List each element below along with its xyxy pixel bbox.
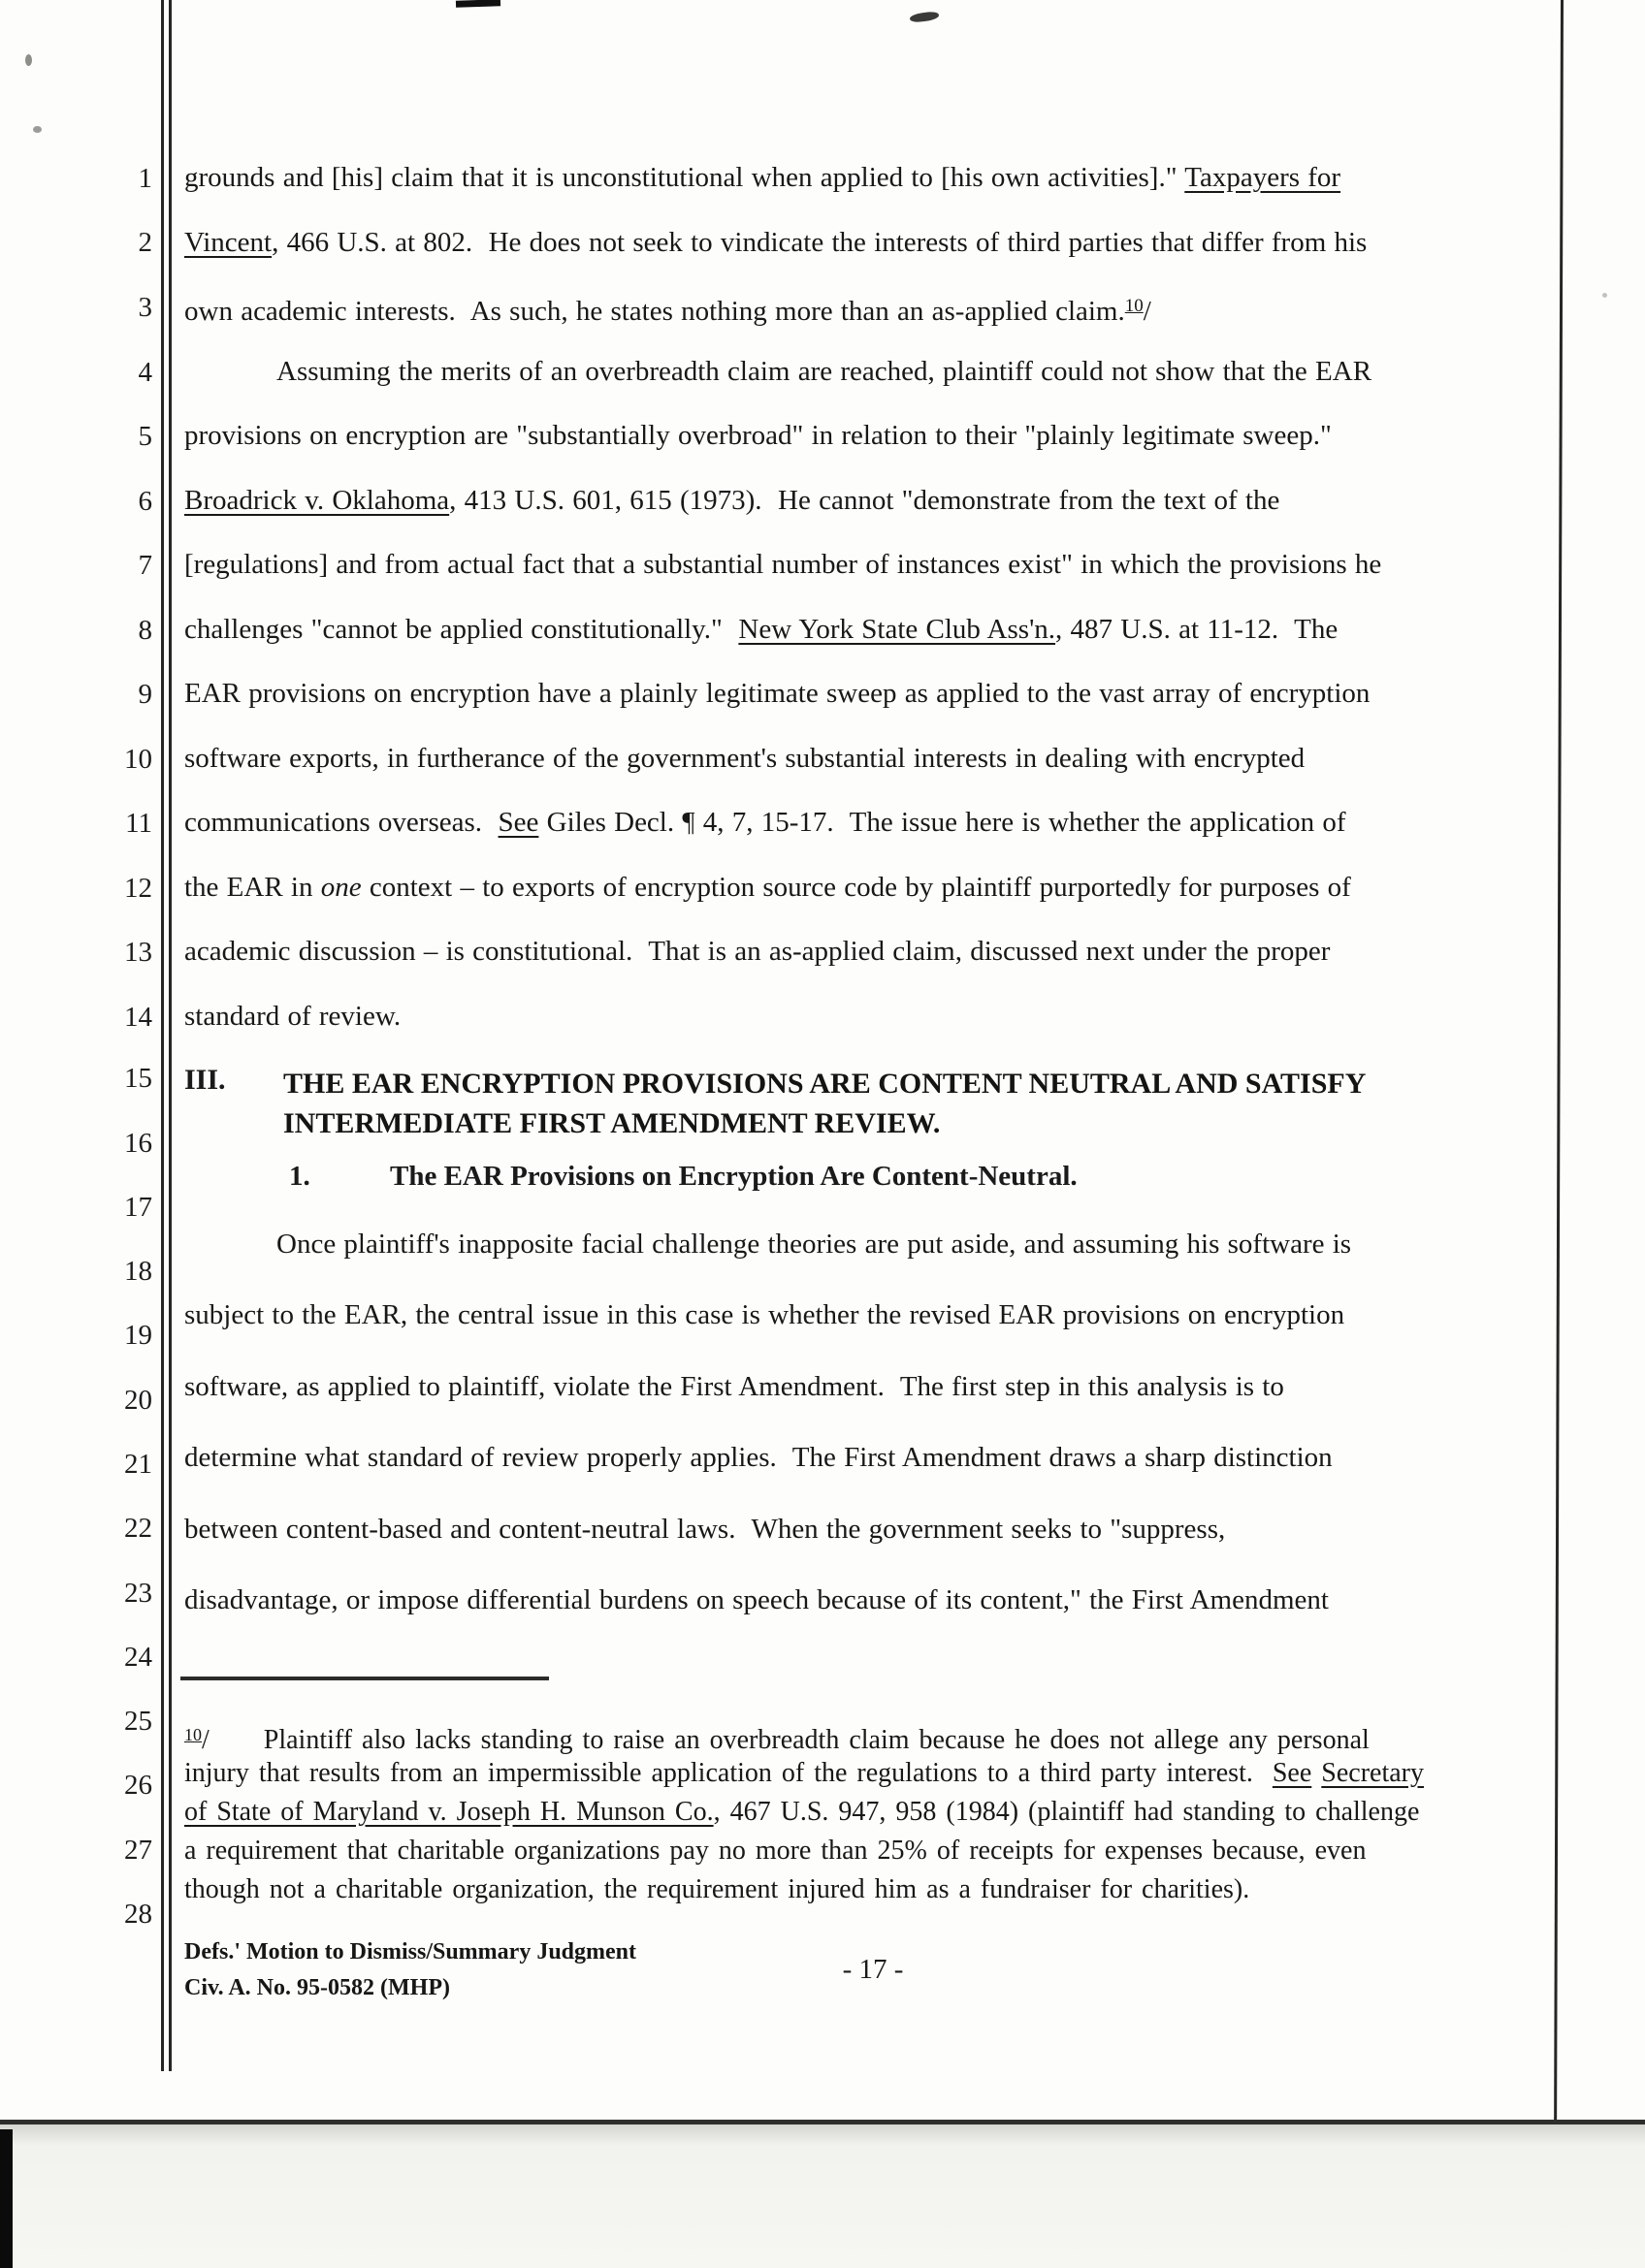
line-number: 27: [124, 1835, 152, 1866]
line-number: 2: [138, 227, 152, 258]
line-number: 6: [138, 486, 152, 517]
line-number: 17: [124, 1192, 152, 1223]
line-number: 19: [124, 1320, 152, 1351]
section-number: III.: [184, 1064, 226, 1096]
text-line: own academic interests. As such, he states nothing more than an as-applied claim.$^{10}$/: [184, 296, 1151, 327]
footnote-line: of State of Maryland v. Joseph H. Munson Co., 467 U.S. 947, 958 (1984) (plaintiff had standing to challenge: [184, 1797, 1420, 1827]
line-number: 22: [124, 1513, 152, 1544]
line-number: 20: [124, 1385, 152, 1416]
text-line: software, as applied to plaintiff, violate the First Amendment. The first step in this analysis is to: [184, 1371, 1284, 1402]
text-line: EAR provisions on encryption have a plainly legitimate sweep as applied to the vast array of encryption: [184, 678, 1371, 709]
text-line: academic discussion – is constitutional. That is an as-applied claim, discussed next under the proper: [184, 936, 1331, 967]
footnote-marker: 10: [184, 1725, 202, 1744]
line-number: 18: [124, 1256, 152, 1287]
footnote-line: a requirement that charitable organizations pay no more than 25% of receipts for expenses because, even: [184, 1836, 1367, 1866]
text-line: subject to the EAR, the central issue in this case is whether the revised EAR provisions on encryption: [184, 1299, 1345, 1330]
scan-artifact: [0, 2129, 13, 2268]
text-line: Vincent, 466 U.S. at 802. He does not seek to vindicate the interests of third parties that differ from his: [184, 227, 1368, 258]
footer-case-number: Civ. A. No. 95-0582 (MHP): [184, 1975, 450, 2000]
line-number: 13: [124, 937, 152, 968]
line-number: 14: [124, 1002, 152, 1033]
line-number: 15: [124, 1063, 152, 1094]
pleading-rule-left-outer: [161, 0, 164, 2071]
line-number: 8: [138, 615, 152, 646]
scan-artifact: [33, 126, 42, 133]
line-number: 11: [125, 808, 152, 839]
line-number: 24: [124, 1642, 152, 1673]
scan-artifact: [456, 0, 500, 8]
footnote-line: $^{10}$/ Plaintiff also lacks standing to raise an overbreadth claim because he does not allege any personal: [184, 1725, 1370, 1755]
scan-artifact: [1602, 293, 1607, 298]
line-number: 26: [124, 1770, 152, 1801]
scan-artifact: [25, 54, 32, 66]
line-number: 16: [124, 1128, 152, 1159]
scan-artifact: [910, 11, 940, 23]
text-line: between content-based and content-neutral laws. When the government seeks to "suppress,: [184, 1514, 1226, 1545]
line-number: 5: [138, 421, 152, 452]
footnote-line: though not a charitable organization, the requirement injured him as a fundraiser for charities).: [184, 1874, 1250, 1904]
line-number: 23: [124, 1578, 152, 1609]
line-number: 28: [124, 1899, 152, 1930]
page-number: - 17 -: [842, 1954, 904, 1985]
text-line: challenges "cannot be applied constitutionally." New York State Club Ass'n., 487 U.S. at 11-12. The: [184, 614, 1339, 645]
scanner-background: [0, 2124, 1645, 2268]
text-line: grounds and [his] claim that it is unconstitutional when applied to [his own activities]." Taxpayers for: [184, 162, 1341, 193]
footnote-separator: [180, 1677, 549, 1680]
line-number: 21: [124, 1449, 152, 1480]
subsection-number: 1.: [289, 1161, 310, 1192]
text-line: [regulations] and from actual fact that a substantial number of instances exist" in which the provisions he: [184, 549, 1382, 580]
pleading-rule-left-inner: [169, 0, 172, 2071]
text-line: Assuming the merits of an overbreadth claim are reached, plaintiff could not show that the EAR: [276, 356, 1372, 387]
text-line: Broadrick v. Oklahoma, 413 U.S. 601, 615 (1973). He cannot "demonstrate from the text of the: [184, 485, 1280, 516]
text-line: provisions on encryption are "substantially overbroad" in relation to their "plainly legitimate sweep.": [184, 420, 1332, 451]
line-number: 3: [138, 292, 152, 323]
text-line: Once plaintiff's inapposite facial challenge theories are put aside, and assuming his software is: [276, 1229, 1352, 1260]
section-heading: THE EAR ENCRYPTION PROVISIONS ARE CONTENT NEUTRAL AND SATISFY INTERMEDIATE FIRST AMENDMENT REVIEW.: [283, 1068, 1367, 1139]
text-line: software exports, in furtherance of the government's substantial interests in dealing with encrypted: [184, 743, 1306, 774]
line-number: 25: [124, 1706, 152, 1737]
text-line: the EAR in one context – to exports of encryption source code by plaintiff purportedly for purposes of: [184, 872, 1351, 903]
footnote-reference: 10: [1124, 296, 1144, 316]
line-number: 12: [124, 873, 152, 904]
pleading-rule-right: [1554, 0, 1564, 2120]
text-line: standard of review.: [184, 1001, 402, 1032]
text-line: disadvantage, or impose differential burdens on speech because of its content," the First Amendment: [184, 1584, 1329, 1615]
line-number: 7: [138, 550, 152, 581]
line-number: 10: [124, 744, 152, 775]
text-line: communications overseas. See Giles Decl. ¶ 4, 7, 15-17. The issue here is whether the application of: [184, 807, 1346, 838]
line-number: 4: [138, 357, 152, 388]
subsection-heading: The EAR Provisions on Encryption Are Content-Neutral.: [390, 1161, 1078, 1192]
line-number: 1: [138, 163, 152, 194]
footnote-line: injury that results from an impermissible application of the regulations to a third party interest. See Secretary: [184, 1758, 1425, 1788]
footer-document-title: Defs.' Motion to Dismiss/Summary Judgment: [184, 1939, 636, 1965]
line-number: 9: [138, 679, 152, 710]
text-line: determine what standard of review properly applies. The First Amendment draws a sharp distinction: [184, 1442, 1333, 1473]
